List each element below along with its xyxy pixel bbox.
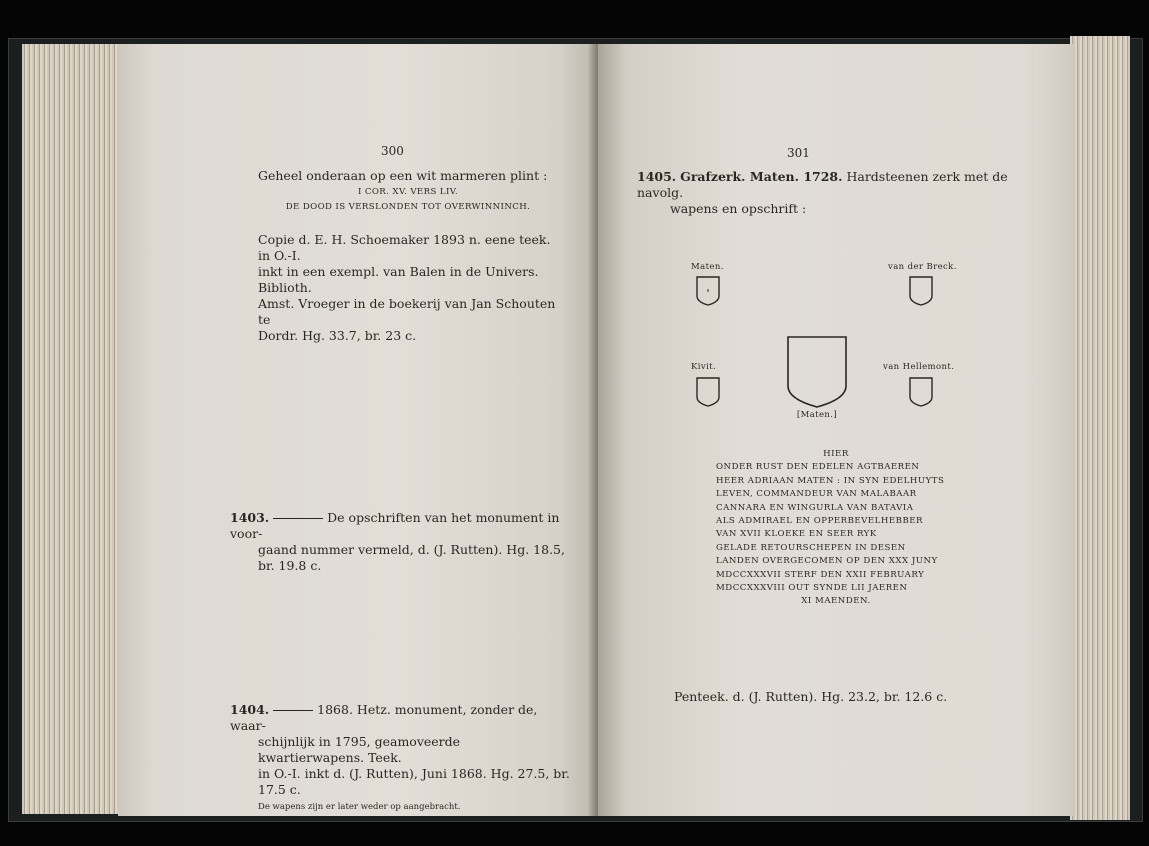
entry-text: Hardsteenen zerk met de navolg. — [637, 169, 1008, 200]
ditto-dash — [273, 518, 323, 519]
inscription-line: LANDEN OVERGECOMEN OP DEN XXX JUNY — [716, 556, 938, 567]
footer-note: Penteek. d. (J. Rutten). Hg. 23.2, br. 12.6 c. — [674, 689, 948, 704]
shield-icon — [696, 276, 720, 306]
note-line: Copie d. E. H. Schoemaker 1893 n. eene teek. in O.-I. — [258, 232, 551, 263]
shield-label-van-hellemont: van Hellemont. — [883, 362, 955, 372]
inscription-line: HEER ADRIAAN MATEN : IN SYN EDELHUYTS — [716, 475, 945, 486]
inscription-line: ALS ADMIRAEL EN OPPERBEVELHEBBER — [716, 516, 924, 527]
entry-number: 1404. — [230, 702, 270, 717]
entry-number: 1403. — [230, 510, 270, 525]
entry-text: gaand nummer vermeld, d. (J. Rutten). Hg. 18.5, br. 19.8 c. — [258, 542, 565, 573]
entry-text: De opschriften van het monument in voor- — [230, 510, 560, 541]
entry-1403 — [230, 510, 570, 574]
quote-line: DE DOOD IS VERSLONDEN TOT OVERWINNINCH. — [285, 202, 531, 212]
shield-label-kivit: Kivit. — [691, 362, 717, 372]
shield-icon — [696, 377, 720, 407]
inscription-line: MDCCXXXVII STERF DEN XXII FEBRUARY — [716, 569, 925, 580]
shield-label-van-der-breck: van der Breck. — [888, 262, 957, 272]
shield-icon — [909, 377, 933, 407]
note-line: Amst. Vroeger in de boekerij van Jan Schouten te — [258, 296, 556, 327]
shield-icon — [909, 276, 933, 306]
inscription — [716, 448, 956, 609]
left-page — [118, 44, 596, 816]
inscription-line: HIER — [823, 449, 849, 459]
note-line: inkt in een exempl. van Balen in de Univers. Biblioth. — [258, 264, 539, 295]
inscription-line: XI MAENDEN. — [801, 596, 871, 607]
page-edges-right — [1070, 36, 1130, 820]
entry-text: wapens en opschrift : — [670, 201, 807, 216]
entry-text: schijnlijk in 1795, geamoveerde kwartierwapens. Teek. — [258, 734, 461, 765]
inscription-line: GELADE RETOURSCHEPEN IN DESEN — [716, 542, 906, 553]
footnote: De wapens zijn er later weder op aangebracht. — [258, 802, 461, 812]
entry-text: in O.-I. inkt d. (J. Rutten), Juni 1868. Hg. 27.5, br. 17.5 c. — [258, 766, 570, 797]
inscription-line: VAN XVII KLOEKE EN SEER RYK — [716, 529, 877, 540]
ditto-dash — [273, 710, 313, 711]
note-line: Dordr. Hg. 33.7, br. 23 c. — [258, 328, 417, 343]
inscription-line: MDCCXXXVIII OUT SYNDE LII JAEREN — [716, 583, 908, 594]
shield-label-maten: Maten. — [691, 262, 724, 272]
entry-text: 1868. Hetz. monument, zonder de, waar- — [230, 702, 538, 733]
inscription-line: ONDER RUST DEN EDELEN AGTBAEREN — [716, 462, 920, 473]
entry-number: 1405. — [637, 169, 677, 184]
page-number: 301 — [787, 146, 810, 160]
shield-label-center: [Maten.] — [796, 410, 838, 420]
page-number: 300 — [381, 144, 404, 158]
entry-1405 — [637, 169, 1017, 217]
quote-line: I COR. XV. VERS LIV. — [357, 187, 459, 197]
page-edges-left — [22, 44, 122, 814]
intro-line: Geheel onderaan op een wit marmeren plint : — [258, 168, 548, 183]
shield-icon — [787, 336, 847, 408]
entry-1404 — [230, 702, 570, 815]
entry-heading: Grafzerk. Maten. 1728. — [680, 169, 843, 184]
copy-note — [258, 232, 558, 344]
inscription-line: LEVEN, COMMANDEUR VAN MALABAAR — [716, 489, 917, 500]
inscription-line: CANNARA EN WINGURLA VAN BATAVIA — [716, 502, 914, 513]
right-page — [598, 44, 1073, 816]
